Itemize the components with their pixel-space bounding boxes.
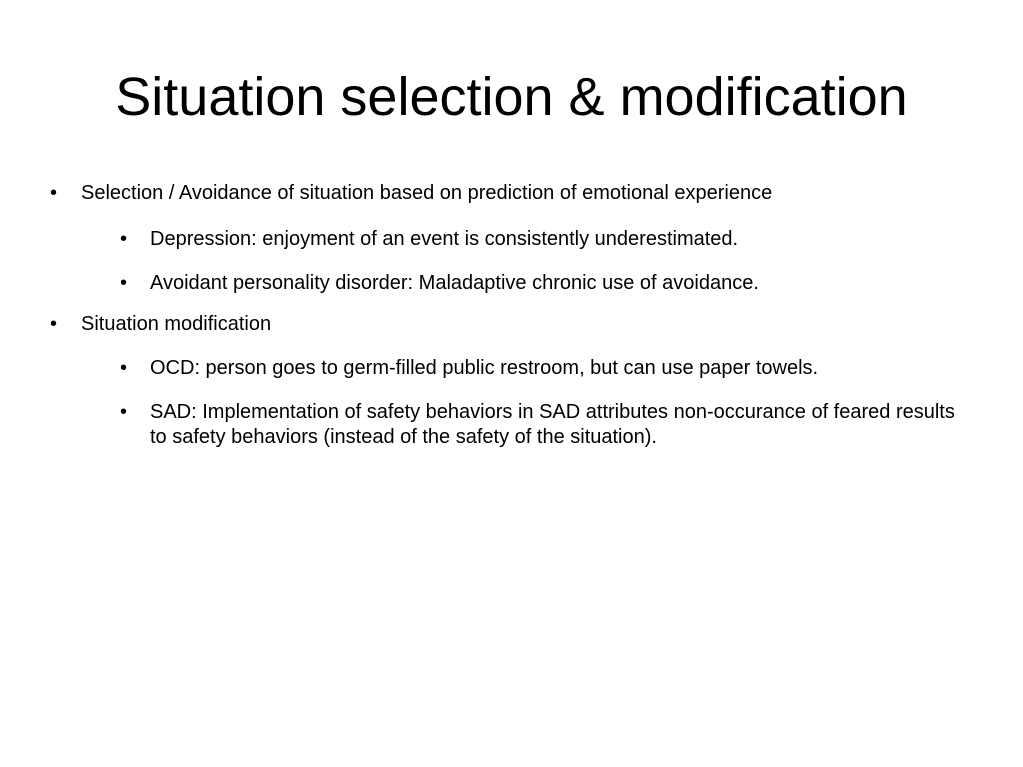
bullet-dot: • <box>120 357 128 379</box>
bullet-text: Depression: enjoyment of an event is consistently underestimated. <box>150 228 739 250</box>
bullet-dot: • <box>120 228 128 250</box>
bullet-text: SAD: Implementation of safety behaviors in SAD attributes non-occurance of feared results to safety behaviors (instead of the safety of the situation). <box>150 401 955 448</box>
bullet-item-modification <box>50 312 980 337</box>
bullet-text: Selection / Avoidance of situation based on prediction of emotional experience <box>81 182 773 204</box>
bullet-text: Situation modification <box>81 313 272 335</box>
slide-title: Situation selection & modification <box>115 67 908 127</box>
sub-bullet-ocd <box>120 356 960 381</box>
sub-bullet-depression <box>120 227 960 252</box>
bullet-dot: • <box>50 313 58 335</box>
bullet-dot: • <box>120 401 128 423</box>
bullet-text: OCD: person goes to germ-filled public restroom, but can use paper towels. <box>150 357 819 379</box>
sub-bullet-avoidant-personality <box>120 271 960 296</box>
bullet-dot: • <box>50 182 58 204</box>
bullet-dot: • <box>120 272 128 294</box>
bullet-text: Avoidant personality disorder: Maladaptive chronic use of avoidance. <box>150 272 759 294</box>
sub-bullet-sad <box>120 400 960 450</box>
bullet-item-selection <box>50 181 980 206</box>
